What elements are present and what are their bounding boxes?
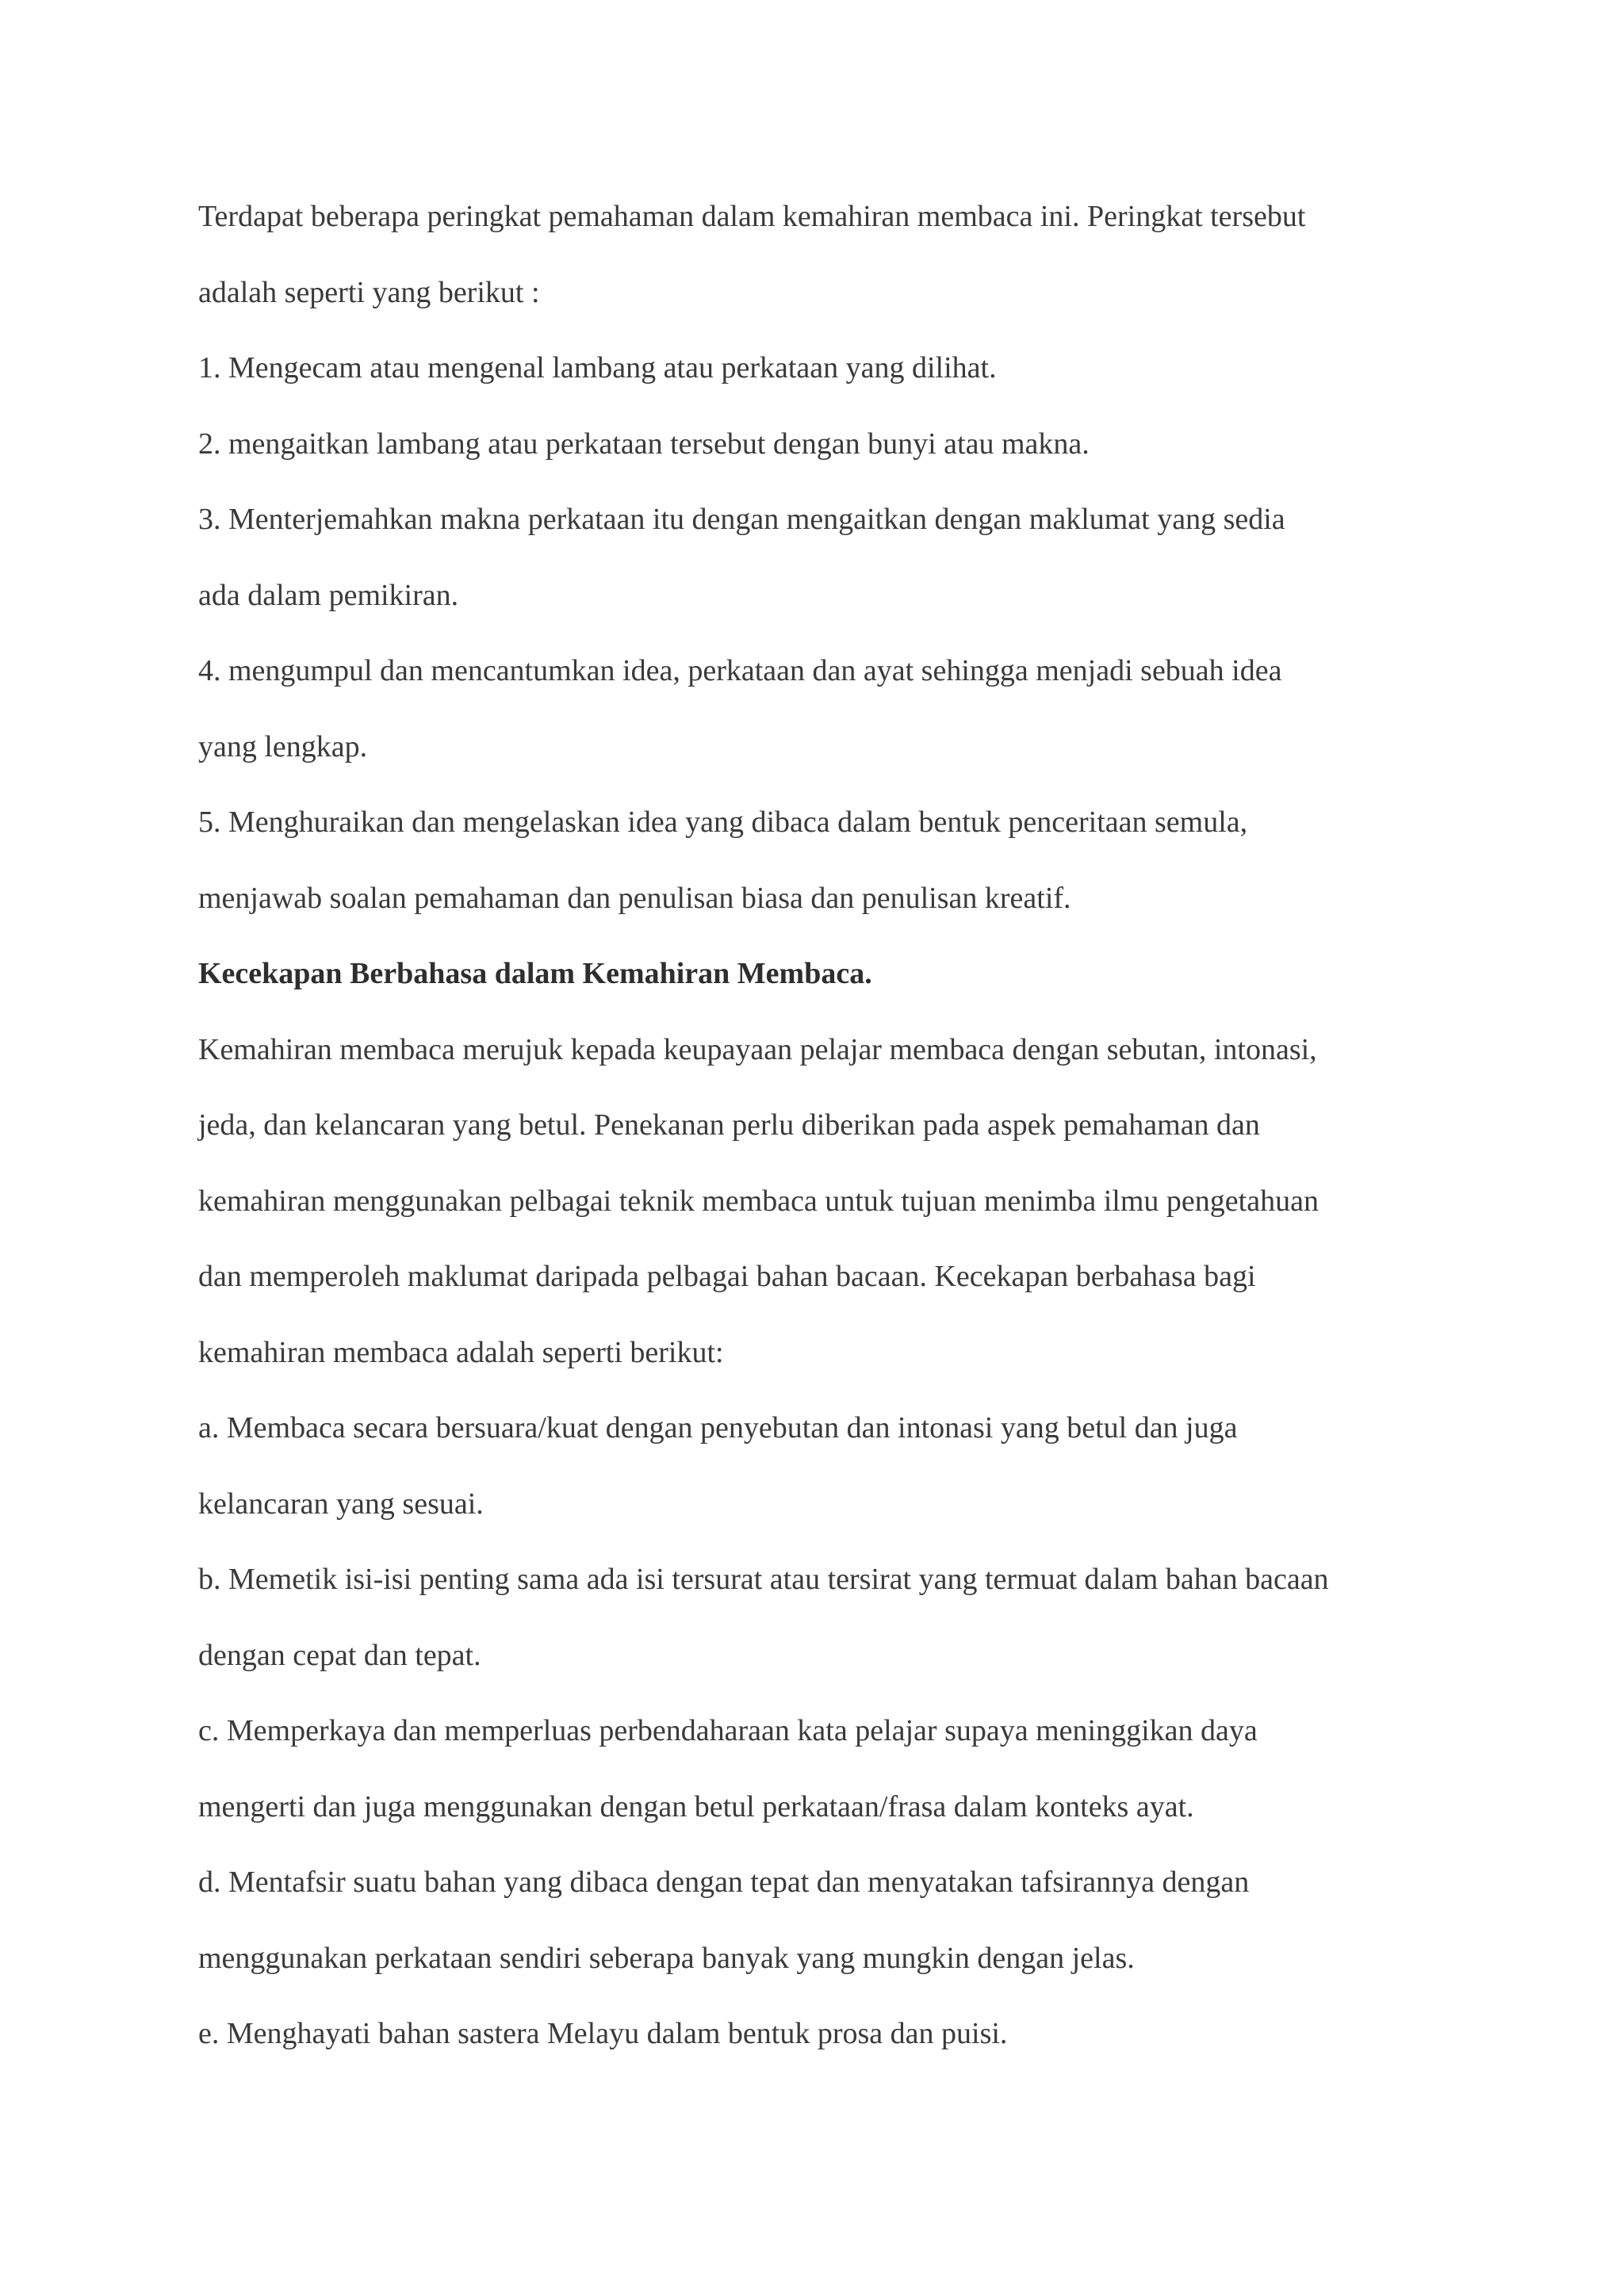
document-body [198, 189, 1451, 2082]
text-line: menggunakan perkataan sendiri seberapa banyak yang mungkin dengan jelas. [198, 1941, 1135, 1975]
text-line: kelancaran yang sesuai. [198, 1487, 484, 1521]
text-line: yang lengkap. [198, 729, 368, 763]
list-item: e. Menghayati bahan sastera Melayu dalam bentuk prosa dan puisi. [198, 2017, 1008, 2050]
text-line: adalah seperti yang berikut : [198, 275, 540, 309]
text-line: mengerti dan juga menggunakan dengan betul perkataan/frasa dalam konteks ayat. [198, 1789, 1194, 1823]
list-item: b. Memetik isi-isi penting sama ada isi tersurat atau tersirat yang termuat dalam bahan bacaan [198, 1563, 1329, 1596]
list-item: d. Mentafsir suatu bahan yang dibaca dengan tepat dan menyatakan tafsirannya dengan [198, 1866, 1250, 1899]
list-item: 3. Menterjemahkan makna perkataan itu dengan mengaitkan dengan maklumat yang sedia [198, 503, 1285, 536]
text-line: menjawab soalan pemahaman dan penulisan biasa dan penulisan kreatif. [198, 881, 1071, 915]
text-line: kemahiran membaca adalah seperti berikut: [198, 1335, 724, 1369]
text-line: kemahiran menggunakan pelbagai teknik membaca untuk tujuan menimba ilmu pengetahuan [198, 1184, 1319, 1218]
section-heading: Kecekapan Berbahasa dalam Kemahiran Membaca. [198, 957, 872, 990]
list-item: 5. Menghuraikan dan mengelaskan idea yang dibaca dalam bentuk penceritaan semula, [198, 806, 1248, 839]
text-line: Kemahiran membaca merujuk kepada keupayaan pelajar membaca dengan sebutan, intonasi, [198, 1032, 1317, 1066]
list-item: c. Memperkaya dan memperluas perbendaharaan kata pelajar supaya meninggikan daya [198, 1714, 1258, 1747]
text-line: jeda, dan kelancaran yang betul. Penekanan perlu diberikan pada aspek pemahaman dan [198, 1108, 1260, 1142]
text-line: Terdapat beberapa peringkat pemahaman dalam kemahiran membaca ini. Peringkat tersebut [198, 200, 1306, 233]
list-item: a. Membaca secara bersuara/kuat dengan penyebutan dan intonasi yang betul dan juga [198, 1411, 1238, 1445]
text-line: dan memperoleh maklumat daripada pelbagai bahan bacaan. Kecekapan berbahasa bagi [198, 1260, 1256, 1293]
text-line: dengan cepat dan tepat. [198, 1638, 481, 1672]
text-line: ada dalam pemikiran. [198, 578, 459, 612]
list-item: 1. Mengecam atau mengenal lambang atau perkataan yang dilihat. [198, 351, 997, 385]
list-item: 2. mengaitkan lambang atau perkataan tersebut dengan bunyi atau makna. [198, 427, 1090, 461]
list-item: 4. mengumpul dan mencantumkan idea, perkataan dan ayat sehingga menjadi sebuah idea [198, 654, 1282, 687]
